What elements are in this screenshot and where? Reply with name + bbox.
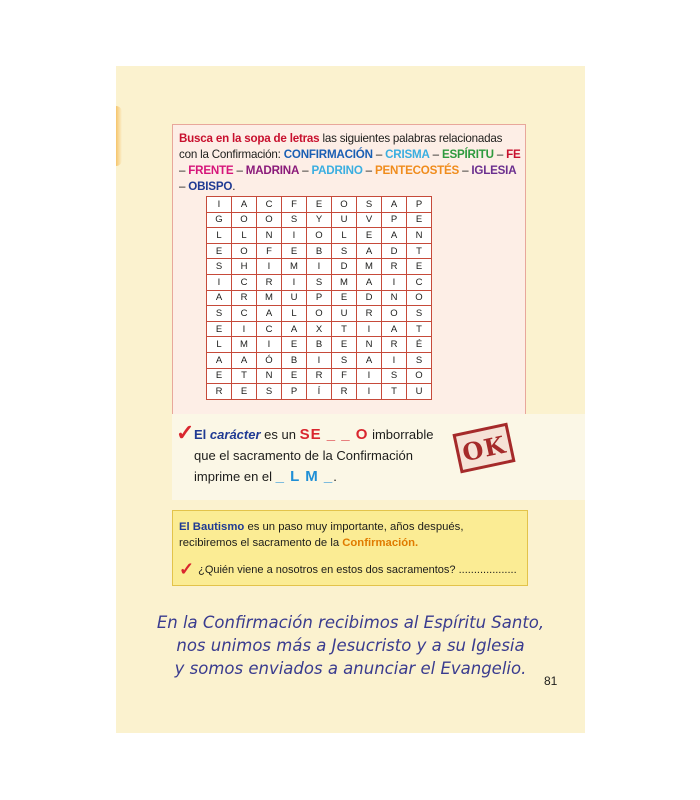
grid-row (207, 197, 432, 213)
grid-row (207, 259, 432, 275)
character-line1: es un (264, 427, 296, 442)
grid-row (207, 321, 432, 337)
grid-cell: Y (307, 212, 332, 228)
grid-cell: C (232, 306, 257, 322)
grid-row (207, 306, 432, 322)
grid-cell: S (382, 368, 407, 384)
grid-cell: R (382, 259, 407, 275)
grid-cell: A (282, 321, 307, 337)
grid-cell: B (307, 337, 332, 353)
grid-cell: S (207, 259, 232, 275)
grid-cell: A (232, 352, 257, 368)
word-iglesia: IGLESIA (471, 164, 517, 177)
grid-cell: P (382, 212, 407, 228)
grid-cell: I (382, 352, 407, 368)
grid-cell: E (332, 290, 357, 306)
grid-cell: R (332, 384, 357, 400)
grid-cell: A (382, 321, 407, 337)
grid-cell: C (257, 197, 282, 213)
grid-cell: T (407, 243, 432, 259)
character-imborrable: imborrable (372, 427, 434, 442)
grid-cell: I (357, 384, 382, 400)
grid-cell: P (282, 384, 307, 400)
grid-cell: Í (307, 384, 332, 400)
grid-cell: É (407, 337, 432, 353)
bautismo-question (179, 559, 517, 580)
grid-cell: T (407, 321, 432, 337)
word-sep: – (365, 164, 372, 177)
grid-row (207, 274, 432, 290)
grid-cell: B (282, 352, 307, 368)
grid-cell: N (407, 228, 432, 244)
grid-cell: R (382, 337, 407, 353)
word-sep: – (302, 164, 309, 177)
grid-cell: O (232, 243, 257, 259)
grid-cell: M (257, 290, 282, 306)
grid-cell: E (232, 384, 257, 400)
instructions-end: . (232, 180, 236, 193)
grid-cell: O (407, 368, 432, 384)
grid-cell: I (257, 337, 282, 353)
character-end: . (333, 469, 337, 484)
grid-cell: I (207, 274, 232, 290)
grid-cell: F (257, 243, 282, 259)
grid-cell: S (207, 306, 232, 322)
grid-cell: M (282, 259, 307, 275)
grid-cell: M (332, 274, 357, 290)
grid-cell: E (307, 197, 332, 213)
grid-cell: H (232, 259, 257, 275)
grid-cell: U (332, 306, 357, 322)
grid-cell: T (232, 368, 257, 384)
side-tab (116, 106, 122, 166)
word-sep: – (236, 164, 243, 177)
word-sep: – (496, 148, 504, 161)
stamp-text: OK (459, 429, 509, 467)
grid-cell: I (232, 321, 257, 337)
grid-cell: M (357, 259, 382, 275)
grid-cell: I (357, 321, 382, 337)
grid-cell: O (307, 306, 332, 322)
grid-cell: L (332, 228, 357, 244)
grid-cell: I (307, 352, 332, 368)
confirmacion-keyword: Confirmación. (342, 537, 419, 549)
grid-cell: I (282, 228, 307, 244)
grid-cell: I (382, 274, 407, 290)
grid-cell: N (382, 290, 407, 306)
letter-grid (206, 196, 432, 400)
grid-cell: O (232, 212, 257, 228)
grid-cell: E (407, 212, 432, 228)
grid-cell: E (282, 337, 307, 353)
instructions-lead: Busca en la sopa de letras (179, 132, 320, 145)
grid-cell: O (382, 306, 407, 322)
grid-cell: Ó (257, 352, 282, 368)
grid-cell: A (357, 352, 382, 368)
grid-cell: E (207, 321, 232, 337)
grid-cell: R (307, 368, 332, 384)
answer-blank: ................... (458, 564, 517, 576)
grid-cell: S (407, 306, 432, 322)
checkmark-icon: ✓ (176, 420, 195, 445)
checkmark-icon: ✓ (179, 559, 195, 579)
grid-cell: B (307, 243, 332, 259)
grid-cell: S (307, 274, 332, 290)
grid-cell: U (407, 384, 432, 400)
character-line2: que el sacramento de la Confirmación (194, 448, 413, 463)
grid-row (207, 228, 432, 244)
grid-cell: C (407, 274, 432, 290)
grid-cell: C (232, 274, 257, 290)
grid-row (207, 337, 432, 353)
book-page (116, 66, 585, 733)
word-crisma: CRISMA (385, 148, 430, 161)
grid-cell: S (257, 384, 282, 400)
grid-cell: L (282, 306, 307, 322)
grid-cell: T (332, 321, 357, 337)
grid-cell: E (282, 368, 307, 384)
instructions-text: las siguientes palabras relacionadas con la Confirmación: (179, 132, 503, 161)
el-label: El (194, 427, 207, 442)
word-frente: FRENTE (188, 164, 234, 177)
grid-cell: E (207, 368, 232, 384)
character-text (194, 424, 434, 487)
grid-cell: A (257, 306, 282, 322)
blank-sello: SE _ _ O (299, 426, 369, 443)
grid-cell: F (282, 197, 307, 213)
word-confirmacion: CONFIRMACIÓN (283, 148, 373, 161)
blank-alma: _ L M _ (275, 468, 334, 485)
character-line3: imprime en el (194, 469, 273, 484)
grid-cell: X (307, 321, 332, 337)
grid-cell: O (407, 290, 432, 306)
word-sep: – (375, 148, 383, 161)
grid-cell: O (332, 197, 357, 213)
bautismo-sentence: es un paso muy importante, años después, recibiremos el sacramento de la (179, 521, 464, 549)
word-search-instructions (179, 131, 521, 195)
grid-cell: I (257, 259, 282, 275)
grid-cell: M (232, 337, 257, 353)
grid-cell: R (257, 274, 282, 290)
grid-cell: S (407, 352, 432, 368)
grid-cell: E (407, 259, 432, 275)
grid-cell: O (307, 228, 332, 244)
grid-cell: D (332, 259, 357, 275)
grid-cell: I (357, 368, 382, 384)
bautismo-panel (172, 510, 528, 586)
grid-cell: P (407, 197, 432, 213)
grid-cell: V (357, 212, 382, 228)
grid-cell: A (382, 228, 407, 244)
word-madrina: MADRINA (245, 164, 300, 177)
grid-cell: A (382, 197, 407, 213)
grid-cell: R (232, 290, 257, 306)
grid-cell: U (282, 290, 307, 306)
grid-cell: L (207, 228, 232, 244)
grid-cell: D (357, 290, 382, 306)
word-sep: – (179, 164, 186, 177)
closing-line-2: nos unimos más a Jesucristo y a su Iglesia (176, 636, 525, 655)
grid-cell: I (307, 259, 332, 275)
page-number: 81 (544, 674, 558, 688)
bautismo-text (179, 519, 523, 551)
grid-cell: U (332, 212, 357, 228)
word-pentecostes: PENTECOSTÉS (374, 164, 460, 177)
grid-cell: T (382, 384, 407, 400)
question-text: ¿Quién viene a nosotros en estos dos sacramentos? (198, 564, 456, 576)
grid-cell: A (232, 197, 257, 213)
grid-cell: S (357, 197, 382, 213)
grid-cell: N (357, 337, 382, 353)
word-sep: – (179, 180, 186, 193)
word-sep: – (462, 164, 469, 177)
closing-line-3: y somos enviados a anunciar el Evangelio. (174, 659, 527, 678)
grid-cell: S (332, 352, 357, 368)
grid-cell: S (332, 243, 357, 259)
word-search-panel (172, 124, 526, 452)
grid-cell: G (207, 212, 232, 228)
grid-cell: S (282, 212, 307, 228)
character-panel (172, 414, 585, 500)
word-padrino: PADRINO (311, 164, 363, 177)
grid-row (207, 290, 432, 306)
word-obispo: OBISPO (188, 180, 233, 193)
grid-cell: R (357, 306, 382, 322)
grid-row (207, 243, 432, 259)
grid-cell: E (357, 228, 382, 244)
grid-cell: L (207, 337, 232, 353)
grid-cell: A (207, 290, 232, 306)
grid-cell: N (257, 368, 282, 384)
grid-row (207, 212, 432, 228)
grid-cell: N (257, 228, 282, 244)
grid-cell: R (207, 384, 232, 400)
grid-row (207, 352, 432, 368)
bautismo-keyword: El Bautismo (179, 521, 245, 533)
word-fe: FE (506, 148, 521, 161)
grid-cell: D (382, 243, 407, 259)
grid-cell: E (282, 243, 307, 259)
closing-statement (116, 611, 585, 680)
grid-row (207, 368, 432, 384)
ok-stamp-icon (452, 423, 515, 474)
grid-cell: P (307, 290, 332, 306)
grid-cell: E (207, 243, 232, 259)
grid-cell: I (282, 274, 307, 290)
grid-row (207, 384, 432, 400)
grid-cell: C (257, 321, 282, 337)
grid-cell: F (332, 368, 357, 384)
grid-cell: O (257, 212, 282, 228)
grid-cell: A (357, 243, 382, 259)
word-espiritu: ESPÍRITU (441, 148, 494, 161)
grid-cell: A (207, 352, 232, 368)
grid-cell: E (332, 337, 357, 353)
grid-cell: I (207, 197, 232, 213)
caracter-word: carácter (209, 427, 261, 442)
grid-cell: A (357, 274, 382, 290)
word-sep: – (432, 148, 439, 161)
grid-cell: L (232, 228, 257, 244)
closing-line-1: En la Confirmación recibimos al Espíritu Santo, (156, 613, 545, 632)
